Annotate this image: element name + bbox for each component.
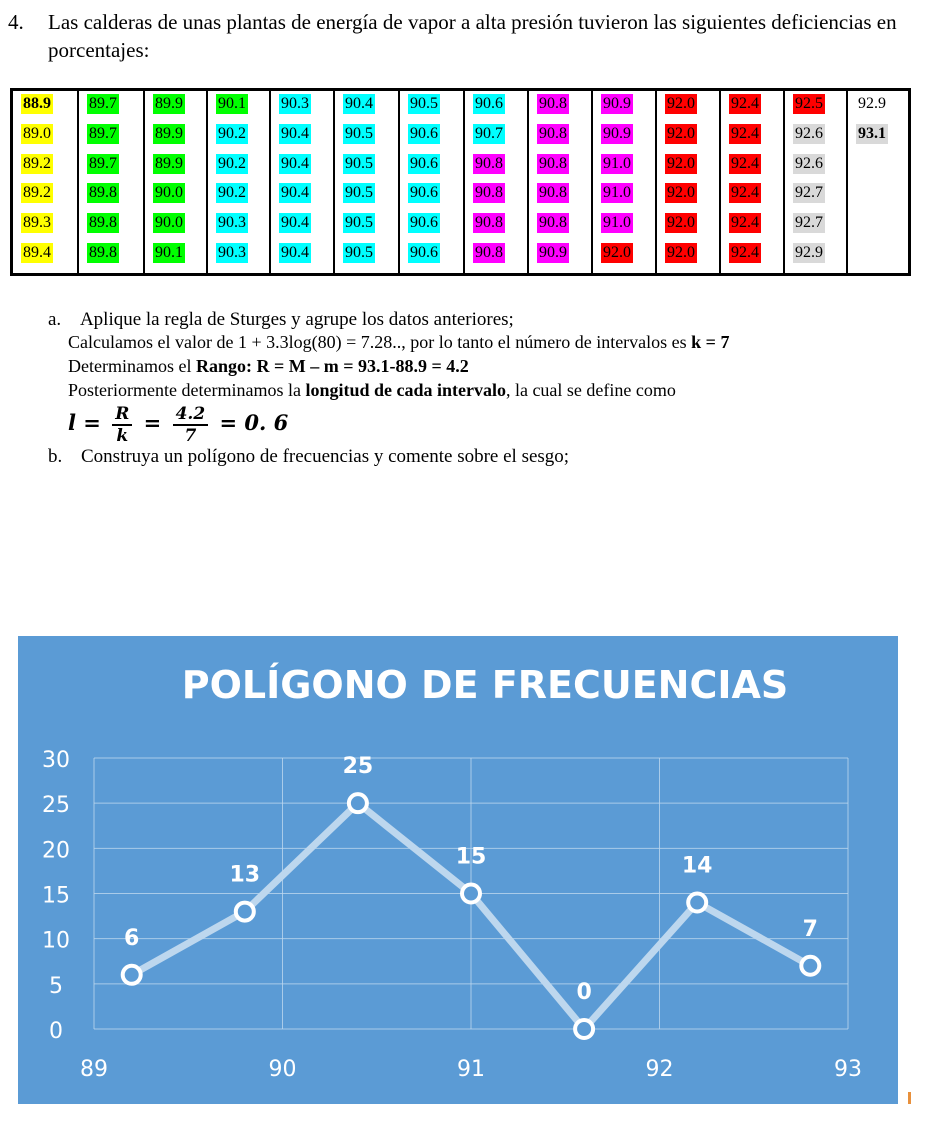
data-label: 15	[455, 844, 487, 870]
table-cell: 89.7	[89, 95, 117, 112]
data-point	[462, 885, 480, 903]
data-label: 13	[229, 862, 261, 888]
table-cell: 89.2	[23, 184, 51, 201]
table-cell: 90.4	[281, 125, 309, 142]
sturges-text: Calculamos el valor de 1 + 3.3log(80) = 7.28.., por lo tanto el número de intervalos es	[68, 332, 692, 352]
data-label: 6	[124, 925, 140, 951]
table-cell: 90.8	[475, 184, 503, 201]
table-cell: 89.2	[23, 155, 51, 172]
table-column	[846, 91, 913, 273]
table-cell: 89.8	[89, 184, 117, 201]
table-cell: 90.2	[218, 125, 246, 142]
table-cell: 90.8	[475, 155, 503, 172]
part-b	[48, 446, 569, 468]
table-cell: 89.7	[89, 125, 117, 142]
part-a-label: a.	[48, 309, 62, 330]
table-cell: 90.5	[345, 244, 373, 261]
table-cell: 90.0	[155, 214, 183, 231]
table-cell: 90.4	[345, 95, 373, 112]
fraction-values	[173, 404, 209, 446]
table-column	[719, 91, 785, 273]
table-cell: 88.9	[23, 95, 51, 112]
question-text: Las calderas de unas plantas de energía de vapor a alta presión tuvieron las siguientes deficiencias en porcentajes:	[48, 10, 897, 62]
table-cell: 90.5	[345, 125, 373, 142]
formula-equals: =	[143, 410, 162, 435]
table-column	[783, 91, 848, 273]
data-label: 14	[681, 853, 713, 879]
table-cell: 90.6	[410, 125, 438, 142]
table-cell: 90.1	[218, 95, 246, 112]
frequency-polygon-chart	[18, 636, 898, 1104]
table-cell: 89.4	[23, 244, 51, 261]
length-text-bold: longitud de cada intervalo	[305, 380, 506, 400]
table-cell: 90.5	[410, 95, 438, 112]
x-tick-label: 89	[80, 1057, 108, 1082]
y-tick-label: 30	[42, 748, 70, 773]
data-label: 7	[802, 916, 818, 942]
length-text-post: , la cual se define como	[505, 380, 676, 400]
table-cell: 90.6	[410, 184, 438, 201]
fraction-numerator: 4.2	[173, 404, 209, 426]
table-cell: 90.8	[539, 95, 567, 112]
table-cell: 90.8	[539, 155, 567, 172]
table-cell: 91.0	[603, 184, 631, 201]
data-point	[236, 903, 254, 921]
table-column	[77, 91, 145, 273]
y-tick-label: 25	[42, 793, 70, 819]
y-tick-label: 20	[42, 838, 70, 864]
table-cell: 90.8	[539, 125, 567, 142]
question-4	[8, 8, 918, 64]
x-tick-label: 91	[457, 1057, 485, 1082]
table-column	[206, 91, 271, 273]
chart-svg	[18, 636, 898, 1104]
table-cell: 91.0	[603, 214, 631, 231]
data-label: 25	[342, 754, 374, 780]
question-number: 4.	[8, 10, 24, 34]
table-cell: 90.6	[410, 214, 438, 231]
table-cell: 92.7	[795, 214, 823, 231]
table-cell: 90.9	[603, 125, 631, 142]
table-cell: 89.3	[23, 214, 51, 231]
table-cell: 92.5	[795, 95, 823, 112]
range-text: Determinamos el	[68, 356, 196, 376]
table-cell: 90.5	[345, 184, 373, 201]
table-cell: 90.4	[281, 184, 309, 201]
table-cell: 90.2	[218, 155, 246, 172]
table-cell: 92.7	[795, 184, 823, 201]
table-column	[398, 91, 465, 273]
table-cell: 90.0	[155, 184, 183, 201]
fraction-r-over-k	[112, 404, 132, 446]
y-tick-label: 15	[42, 883, 70, 909]
formula-result: = 0. 6	[219, 410, 289, 435]
table-cell: 92.0	[667, 244, 695, 261]
table-column	[591, 91, 657, 273]
table-cell: 92.4	[731, 125, 759, 142]
length-text-pre: Posteriormente determinamos la	[68, 380, 306, 400]
formula-lhs: l =	[68, 410, 101, 435]
table-cell: 90.5	[345, 155, 373, 172]
table-column	[527, 91, 593, 273]
part-a-heading: Aplique la regla de Sturges y agrupe los datos anteriores;	[79, 309, 514, 330]
table-cell: 92.0	[667, 184, 695, 201]
table-cell: 92.4	[731, 214, 759, 231]
fraction-denominator: 7	[184, 425, 197, 446]
table-cell: 92.4	[731, 244, 759, 261]
table-column	[463, 91, 529, 273]
table-cell: 90.2	[218, 184, 246, 201]
x-tick-label: 92	[645, 1057, 674, 1082]
range-value: Rango: R = M – m = 93.1-88.9 = 4.2	[195, 356, 469, 376]
table-cell: 90.4	[281, 214, 309, 231]
data-label: 0	[576, 980, 592, 1005]
y-tick-label: 5	[49, 973, 63, 999]
table-cell: 90.6	[410, 244, 438, 261]
table-cell: 91.0	[603, 155, 631, 172]
table-column	[333, 91, 400, 273]
table-cell: 89.9	[155, 95, 183, 112]
sturges-line	[68, 330, 729, 354]
table-cell: 89.0	[23, 125, 51, 142]
table-cell: 90.8	[539, 184, 567, 201]
x-tick-label: 90	[268, 1057, 297, 1082]
table-cell: 90.6	[410, 155, 438, 172]
x-tick-label: 93	[834, 1057, 862, 1082]
k-value: k = 7	[691, 332, 730, 352]
data-point	[349, 794, 367, 812]
fraction-denominator: k	[116, 425, 129, 446]
table-column	[655, 91, 721, 273]
table-cell: 92.0	[667, 214, 695, 231]
table-cell: 90.9	[539, 244, 567, 261]
part-b-text: Construya un polígono de frecuencias y comente sobre el sesgo;	[81, 446, 570, 467]
y-tick-label: 10	[42, 928, 70, 954]
table-cell: 90.7	[475, 125, 503, 142]
table-cell: 89.8	[89, 244, 117, 261]
data-table	[10, 88, 911, 276]
table-cell: 92.0	[667, 155, 695, 172]
table-cell: 90.8	[475, 244, 503, 261]
data-point	[801, 957, 819, 975]
table-cell: 93.1	[858, 125, 886, 142]
range-line	[68, 354, 469, 378]
table-cell: 92.9	[795, 244, 823, 261]
chart-title: POLÍGONO DE FRECUENCIAS	[181, 663, 789, 707]
table-cell: 89.7	[89, 155, 117, 172]
part-b-label: b.	[48, 446, 63, 467]
table-cell: 90.6	[475, 95, 503, 112]
table-cell: 92.9	[858, 95, 886, 112]
table-cell: 90.5	[345, 214, 373, 231]
edge-mark	[908, 1092, 911, 1104]
table-column	[143, 91, 208, 273]
table-cell: 89.9	[155, 155, 183, 172]
data-point	[575, 1020, 593, 1038]
data-point	[123, 966, 141, 984]
table-cell: 89.9	[155, 125, 183, 142]
table-cell: 90.1	[155, 244, 183, 261]
table-cell: 92.6	[795, 155, 823, 172]
table-cell: 92.6	[795, 125, 823, 142]
table-cell: 90.9	[603, 95, 631, 112]
formula	[68, 398, 288, 448]
table-cell: 92.4	[731, 95, 759, 112]
table-cell: 89.8	[89, 214, 117, 231]
y-tick-label: 0	[49, 1019, 63, 1044]
table-cell: 92.4	[731, 155, 759, 172]
table-cell: 90.3	[218, 214, 246, 231]
fraction-numerator: R	[112, 404, 132, 426]
table-cell: 90.4	[281, 244, 309, 261]
table-cell: 90.4	[281, 155, 309, 172]
table-cell: 90.3	[281, 95, 309, 112]
table-cell: 90.3	[218, 244, 246, 261]
table-cell: 90.8	[539, 214, 567, 231]
table-cell: 92.4	[731, 184, 759, 201]
table-cell: 92.0	[667, 95, 695, 112]
table-column	[13, 91, 77, 273]
table-column	[269, 91, 335, 273]
table-cell: 90.8	[475, 214, 503, 231]
data-point	[688, 894, 706, 912]
table-cell: 92.0	[603, 244, 631, 261]
table-cell: 92.0	[667, 125, 695, 142]
